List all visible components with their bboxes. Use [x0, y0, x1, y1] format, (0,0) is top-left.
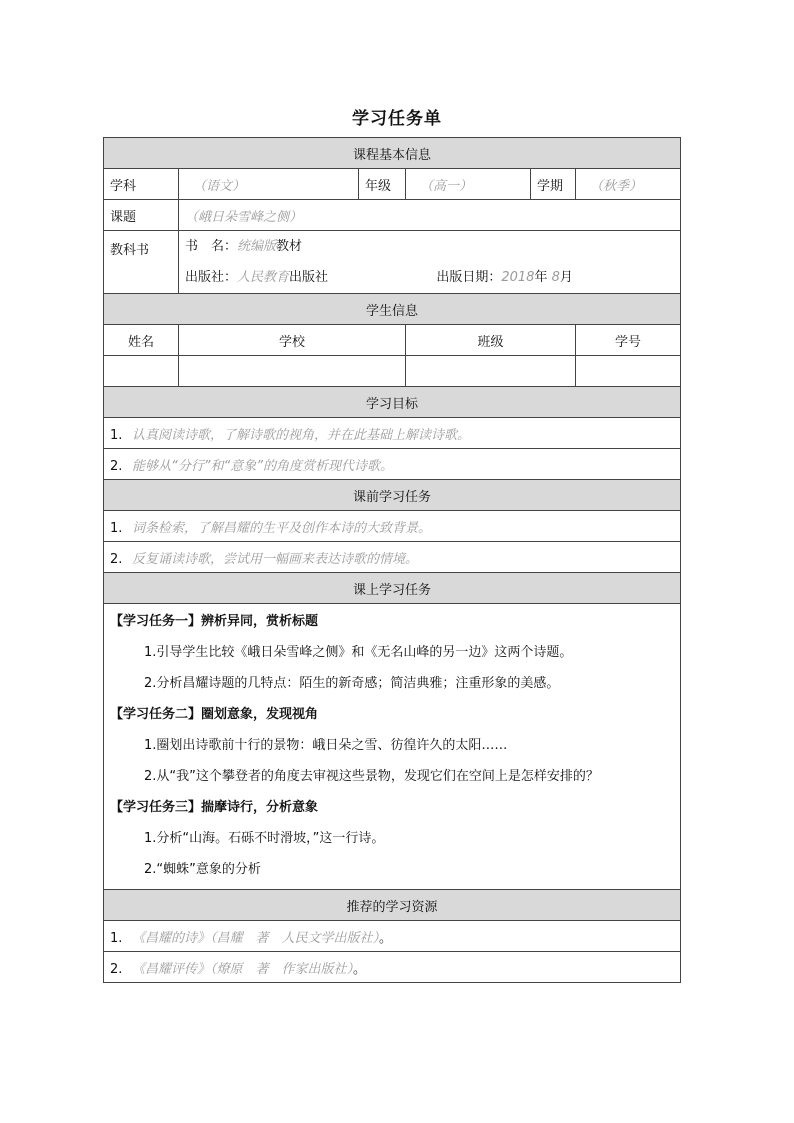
- publisher-label: 出版社：: [185, 270, 238, 285]
- resources-header: 推荐的学习资源: [104, 890, 681, 921]
- resource-tail: 。: [353, 961, 367, 977]
- objective-item: [104, 418, 681, 449]
- topic-value: （峨日朵雪峰之侧）: [179, 200, 681, 231]
- book-name-label: 书 名：: [185, 239, 238, 254]
- objective-text: 认真阅读诗歌，了解诗歌的视角，并在此基础上解读诗歌。: [132, 427, 471, 443]
- pub-year: 2018: [501, 270, 535, 285]
- book-name-line: [185, 231, 674, 262]
- in-class-body: [104, 604, 681, 890]
- book-name-value: 统编版: [237, 239, 277, 254]
- textbook-label: 教科书: [104, 231, 179, 294]
- task-sub: 1.分析“山海。石砾不时滑坡，”这一行诗。: [144, 831, 385, 846]
- pre-class-item: [104, 511, 681, 542]
- resource-text: 《昌耀的诗》（昌耀 著 人民文学出版社）: [132, 930, 380, 946]
- resource-num: 2.: [110, 961, 123, 977]
- objectives-header: 学习目标: [104, 387, 681, 418]
- pre-class-header: 课前学习任务: [104, 480, 681, 511]
- resource-item: [104, 952, 681, 983]
- pre-class-item: [104, 542, 681, 573]
- student-col-class: 班级: [406, 325, 576, 356]
- pre-class-num: 2.: [110, 551, 123, 567]
- pub-year-unit: 年: [534, 270, 548, 285]
- in-class-header: 课上学习任务: [104, 573, 681, 604]
- task-sub: 1.圈划出诗歌前十行的景物：峨日朵之雪、彷徨许久的太阳……: [144, 738, 508, 753]
- book-name-suffix: 教材: [276, 239, 303, 254]
- student-id-input[interactable]: [576, 356, 681, 387]
- pre-class-num: 1.: [110, 520, 123, 536]
- objective-item: [104, 449, 681, 480]
- student-col-name: 姓名: [104, 325, 179, 356]
- topic-label: 课题: [104, 200, 179, 231]
- subject-label: 学科: [104, 169, 179, 200]
- subject-value: （语文）: [179, 169, 359, 200]
- objective-num: 2.: [110, 458, 123, 474]
- task-sub: 2.“蜘蛛”意象的分析: [144, 862, 261, 877]
- resource-num: 1.: [110, 930, 123, 946]
- student-col-id: 学号: [576, 325, 681, 356]
- resource-tail: 。: [379, 930, 393, 946]
- pub-month-unit: 月: [559, 270, 573, 285]
- publisher-line: [185, 262, 674, 293]
- student-name-input[interactable]: [104, 356, 179, 387]
- task-sub: 1.引导学生比较《峨日朵雪峰之侧》和《无名山峰的另一边》这两个诗题。: [144, 645, 573, 660]
- student-info-header: 学生信息: [104, 294, 681, 325]
- term-label: 学期: [531, 169, 576, 200]
- course-info-header: 课程基本信息: [104, 138, 681, 169]
- student-col-school: 学校: [179, 325, 406, 356]
- term-value: （秋季）: [576, 169, 681, 200]
- grade-value: （高一）: [406, 169, 531, 200]
- resource-item: [104, 921, 681, 952]
- resource-text: 《昌耀评传》（燎原 著 作家出版社）: [132, 961, 354, 977]
- objective-num: 1.: [110, 427, 123, 443]
- task-title: 【学习任务一】辨析异同，赏析标题: [110, 614, 319, 629]
- student-class-input[interactable]: [406, 356, 576, 387]
- publisher-value: 人民教育: [237, 270, 290, 285]
- task-sub: 2.分析昌耀诗题的几特点：陌生的新奇感；简洁典雅；注重形象的美感。: [144, 676, 560, 691]
- textbook-cell: [179, 231, 681, 294]
- task-title: 【学习任务二】圈划意象，发现视角: [110, 707, 319, 722]
- pre-class-text: 词条检索，了解昌耀的生平及创作本诗的大致背景。: [132, 520, 432, 536]
- task-title: 【学习任务三】揣摩诗行，分析意象: [110, 800, 319, 815]
- task-sheet-table: [103, 137, 681, 983]
- page-title: 学习任务单: [352, 109, 442, 129]
- grade-label: 年级: [359, 169, 406, 200]
- objective-text: 能够从“分行”和“意象”的角度赏析现代诗歌。: [132, 458, 393, 474]
- pre-class-text: 反复诵读诗歌，尝试用一幅画来表达诗歌的情境。: [132, 551, 419, 567]
- pub-month: 8: [551, 270, 560, 285]
- pub-date-label: 出版日期：: [436, 270, 502, 285]
- task-sub: 2.从“我”这个攀登者的角度去审视这些景物，发现它们在空间上是怎样安排的？: [144, 769, 599, 784]
- publisher-suffix: 出版社: [289, 270, 329, 285]
- student-school-input[interactable]: [179, 356, 406, 387]
